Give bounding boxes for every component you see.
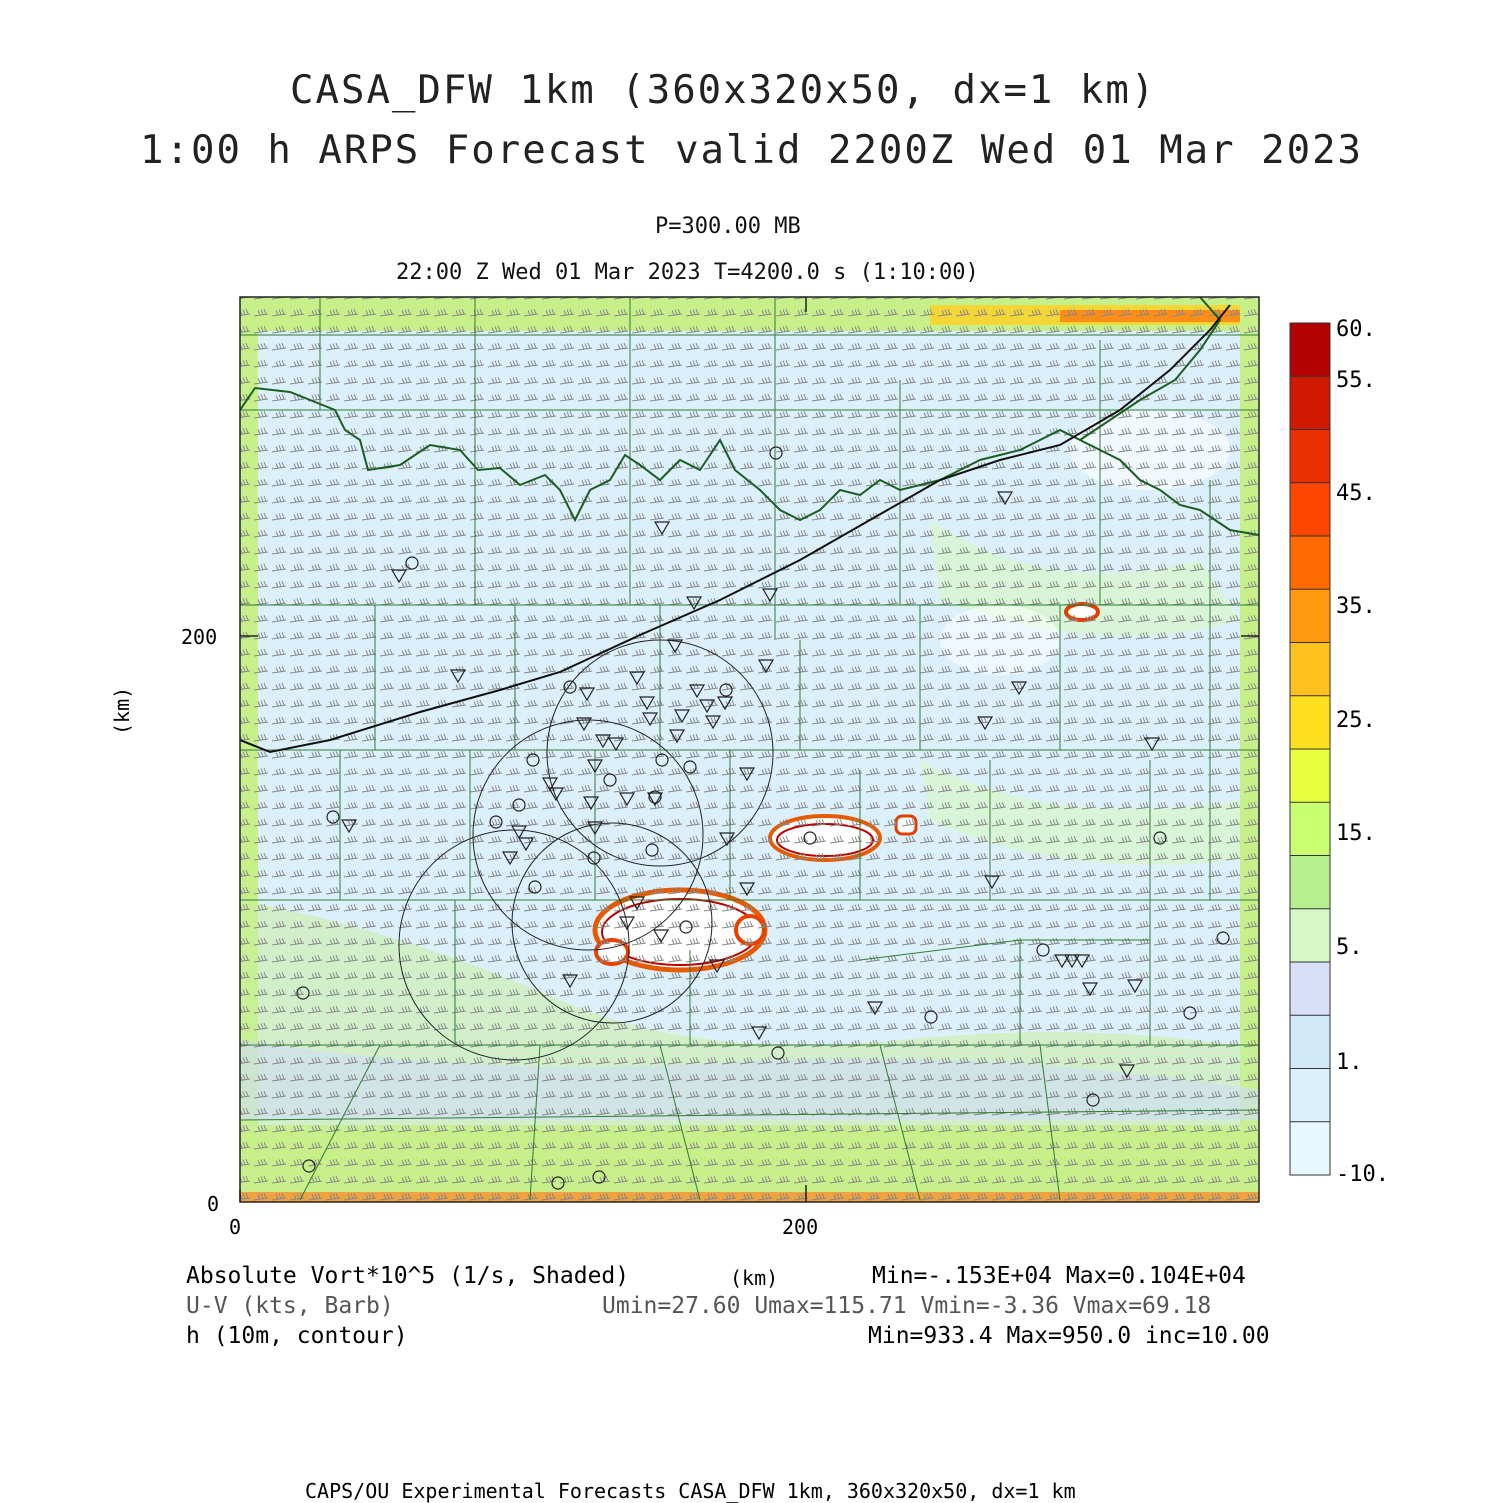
legend-field-height: h (10m, contour) [186,1323,408,1349]
colorbar-swatch [1290,909,1330,963]
colorbar-swatch [1290,962,1330,1016]
footer-credit: CAPS/OU Experimental Forecasts CASA_DFW 1km, 360x320x50, dx=1 km [305,1479,1076,1503]
pressure-level-label: P=300.00 MB [655,214,801,239]
x-tick-0: 0 [229,1215,242,1239]
colorbar-swatch [1290,1122,1330,1176]
title-line-2: 1:00 h ARPS Forecast valid 2200Z Wed 01 Mar 2023 [140,128,1364,173]
legend-stats-height: Min=933.4 Max=950.0 inc=10.00 [868,1323,1270,1349]
y-axis-label: (km) [110,686,134,735]
colorbar-swatch [1290,802,1330,856]
colorbar-swatch [1290,483,1330,537]
colorbar-label-neg10: -10. [1336,1162,1389,1187]
x-tick-200: 200 [782,1215,819,1239]
colorbar-label-45: 45. [1336,481,1376,506]
vorticity-shading [240,297,1259,1202]
colorbar-label-5: 5. [1336,935,1363,960]
legend-field-wind: U-V (kts, Barb) [186,1293,394,1319]
colorbar-label-25: 25. [1336,708,1376,733]
colorbar-swatch [1290,856,1330,910]
colorbar-label-60: 60. [1336,317,1376,342]
colorbar-swatch [1290,1015,1330,1069]
legend-field-vorticity: Absolute Vort*10^5 (1/s, Shaded) [186,1263,630,1289]
colorbar-swatch [1290,643,1330,697]
colorbar-label-35: 35. [1336,594,1376,619]
y-tick-200: 200 [181,625,218,649]
colorbar-swatch [1290,376,1330,430]
x-axis-label: (km) [730,1266,779,1290]
colorbar-swatch [1290,536,1330,590]
colorbar-label-1: 1. [1336,1050,1363,1075]
colorbar-swatch [1290,323,1330,377]
legend-stats-wind: Umin=27.60 Umax=115.71 Vmin=-3.36 Vmax=69.18 [602,1293,1212,1319]
colorbar-swatch [1290,749,1330,803]
colorbar-swatch [1290,589,1330,643]
title-line-1: CASA_DFW 1km (360x320x50, dx=1 km) [290,68,1157,113]
colorbar-swatch [1290,430,1330,484]
colorbar-label-55: 55. [1336,368,1376,393]
valid-time-label: 22:00 Z Wed 01 Mar 2023 T=4200.0 s (1:10:00) [396,260,979,285]
colorbar [1290,323,1330,1176]
legend-stats-vorticity: Min=-.153E+04 Max=0.104E+04 [872,1263,1246,1289]
colorbar-label-15: 15. [1336,821,1376,846]
colorbar-swatch [1290,1069,1330,1123]
y-tick-0: 0 [207,1192,220,1216]
colorbar-swatch [1290,696,1330,750]
